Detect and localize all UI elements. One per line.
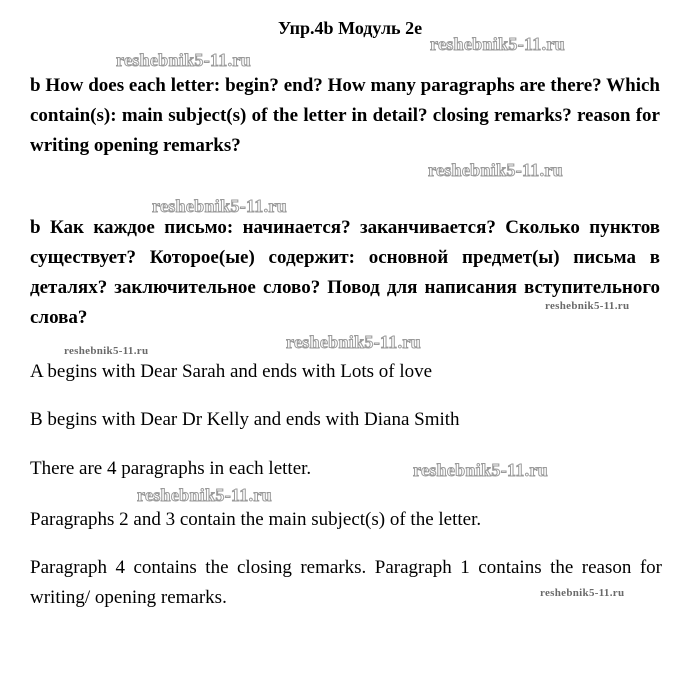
watermark: reshebnik5-11.ru	[286, 332, 421, 352]
answer-paragraph: B begins with Dear Dr Kelly and ends with Diana Smith	[30, 409, 460, 430]
watermark: reshebnik5-11.ru	[152, 196, 287, 216]
answer-paragraph: Paragraphs 2 and 3 contain the main subject(s) of the letter.	[30, 509, 482, 530]
answer-paragraph: There are 4 paragraphs in each letter.	[30, 458, 312, 479]
answer-paragraph: A begins with Dear Sarah and ends with Lots of love	[30, 361, 433, 382]
watermark: reshebnik5-11.ru	[413, 460, 548, 480]
answer-paragraph: Paragraph 4 contains the closing remarks. Paragraph 1 contains the reason for writing/ opening remarks.	[30, 557, 662, 608]
watermark: reshebnik5-11.ru	[428, 160, 563, 180]
page-title: Упр.4b Модуль 2e	[277, 18, 423, 38]
question-russian: b Как каждое письмо: начинается? заканчивается? Сколько пунктов существует? Которое(ые) содержит: основной предмет(ы) письма в деталях? заключительное слово? Повод для написания вступительного слова?	[30, 217, 660, 328]
watermark: reshebnik5-11.ru	[116, 50, 251, 70]
watermark: reshebnik5-11.ru	[540, 587, 625, 599]
watermark: reshebnik5-11.ru	[545, 300, 630, 312]
question-english: b How does each letter: begin? end? How many paragraphs are there? Which contain(s): main subject(s) of the letter in detail? closing remarks? reason for writing opening remarks?	[30, 75, 660, 156]
watermark: reshebnik5-11.ru	[430, 34, 565, 54]
watermark: reshebnik5-11.ru	[137, 485, 272, 505]
watermark: reshebnik5-11.ru	[64, 345, 149, 357]
